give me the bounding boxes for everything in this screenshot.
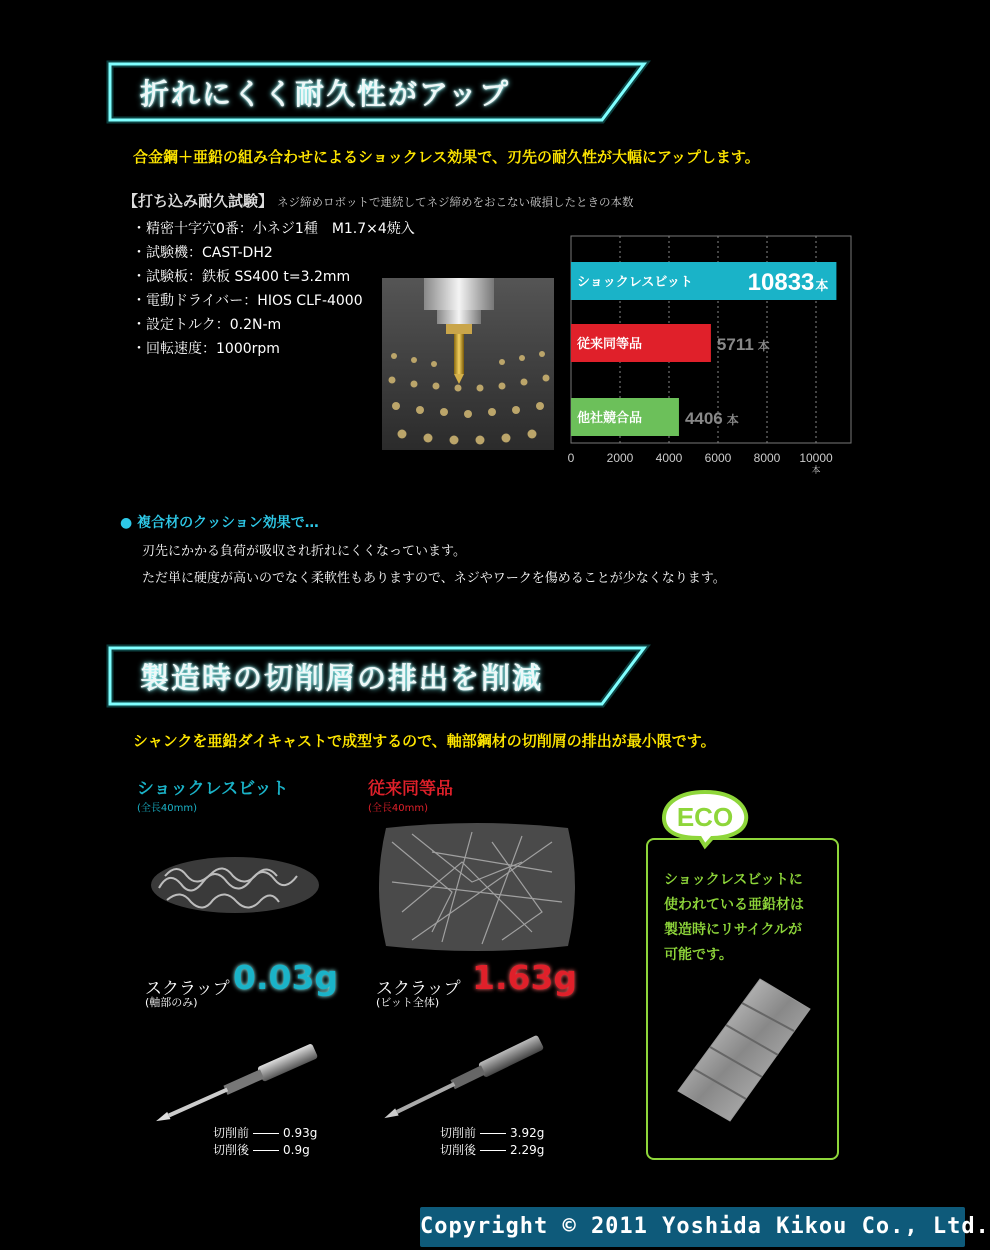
product-length: (全長40mm) (368, 803, 429, 814)
scrap-sub: (軸部のみ) (145, 996, 198, 1009)
chart-tick-label: 6000 (704, 451, 732, 465)
chart-axis-unit: 本 (811, 465, 821, 475)
eco-badge-text: ECO (676, 802, 734, 832)
eco-line: 可能です。 (664, 947, 733, 963)
after-label: 切削後 (440, 1143, 477, 1157)
chart-tick-label: 4000 (655, 451, 683, 465)
cushion-title: ● 複合材のクッション効果で… (120, 515, 319, 531)
chart-category-label: ショックレスビット (577, 274, 693, 289)
cushion-line: ただ単に硬度が高いのでなく柔軟性もありますので、ネジやワークを傷めることが少なくなります。 (142, 571, 726, 586)
shavings-image (372, 822, 582, 952)
spec-item: ・回転速度：1000rpm (132, 341, 280, 357)
shockless-bit-image (145, 1046, 335, 1126)
chart-tick-label: 8000 (753, 451, 781, 465)
shavings-image (145, 850, 325, 920)
chart-value-unit: 本 (815, 278, 829, 293)
chart-tick-label: 10000 (799, 451, 833, 465)
product-name: 従来同等品 (368, 779, 453, 799)
test-note: ネジ締めロボットで連続してネジ締めをおこない破損したときの本数 (277, 195, 634, 209)
before-value: 3.92g (510, 1126, 545, 1140)
conventional-bit-image (372, 1040, 562, 1120)
chart-value-label: 4406 (684, 409, 723, 428)
test-title: 【打ち込み耐久試験】 (123, 192, 274, 210)
chart-tick-label: 2000 (606, 451, 634, 465)
zinc-ingot-image (670, 975, 820, 1125)
product-name: ショックレスビット (137, 779, 289, 799)
copyright: Copyright © 2011 Yoshida Kikou Co., Ltd. (420, 1207, 965, 1247)
spec-list (132, 220, 415, 364)
before-label: 切削前 (213, 1126, 250, 1140)
cushion-line: 刃先にかかる負荷が吸収され折れにくくなっています。 (142, 544, 466, 559)
section2-banner (108, 646, 648, 706)
chart-value-label: 10833 (747, 269, 815, 296)
scrap-value: 0.03g (233, 958, 339, 997)
scrap-label: スクラップ (376, 979, 461, 999)
after-label: 切削後 (213, 1143, 250, 1157)
scrap-sub: (ビット全体) (376, 996, 440, 1009)
durability-chart (566, 236, 856, 475)
product-length: (全長40mm) (137, 803, 198, 814)
section1-title: 折れにくく耐久性がアップ (140, 77, 510, 111)
cushion-note (120, 512, 726, 586)
chart-tick-label: 0 (567, 451, 575, 465)
scrap-label: スクラップ (145, 979, 230, 999)
test-header (123, 190, 634, 211)
eco-text (664, 868, 804, 968)
section2-lead: シャンクを亜鉛ダイキャストで成型するので、軸部鋼材の切削屑の排出が最小限です。 (133, 732, 716, 750)
spec-item: ・設定トルク：0.2N-m (132, 317, 282, 333)
spec-item: ・精密十字穴0番：小ネジ1種 M1.7×4焼入 (132, 221, 415, 237)
chart-category-label: 従来同等品 (577, 336, 643, 351)
before-label: 切削前 (440, 1126, 477, 1140)
after-value: 0.9g (283, 1143, 310, 1157)
scrap-value: 1.63g (472, 958, 578, 997)
eco-line: 使われている亜鉛材は (664, 897, 804, 913)
weight-info (213, 1125, 317, 1159)
eco-line: 製造時にリサイクルが (664, 922, 803, 938)
after-value: 2.29g (510, 1143, 545, 1157)
section1-lead: 合金鋼＋亜鉛の組み合わせによるショックレス効果で、刃先の耐久性が大幅にアップします。 (133, 148, 760, 166)
before-value: 0.93g (283, 1126, 318, 1140)
chart-value-label: 5711 (716, 335, 754, 354)
spec-item: ・電動ドライバー：HIOS CLF-4000 (132, 293, 363, 309)
spec-item: ・試験機：CAST-DH2 (132, 245, 273, 261)
eco-line: ショックレスビットに (664, 872, 803, 888)
section1-banner (108, 62, 648, 122)
robot-test-photo (382, 278, 554, 450)
section2-title: 製造時の切削屑の排出を削減 (140, 661, 544, 695)
chart-category-label: 他社競合品 (577, 410, 643, 425)
eco-badge (660, 788, 750, 848)
chart-value-unit: 本 (757, 339, 770, 353)
weight-info (440, 1125, 544, 1159)
chart-value-unit: 本 (726, 413, 739, 427)
spec-item: ・試験板：鉄板 SS400 t=3.2mm (132, 269, 351, 285)
